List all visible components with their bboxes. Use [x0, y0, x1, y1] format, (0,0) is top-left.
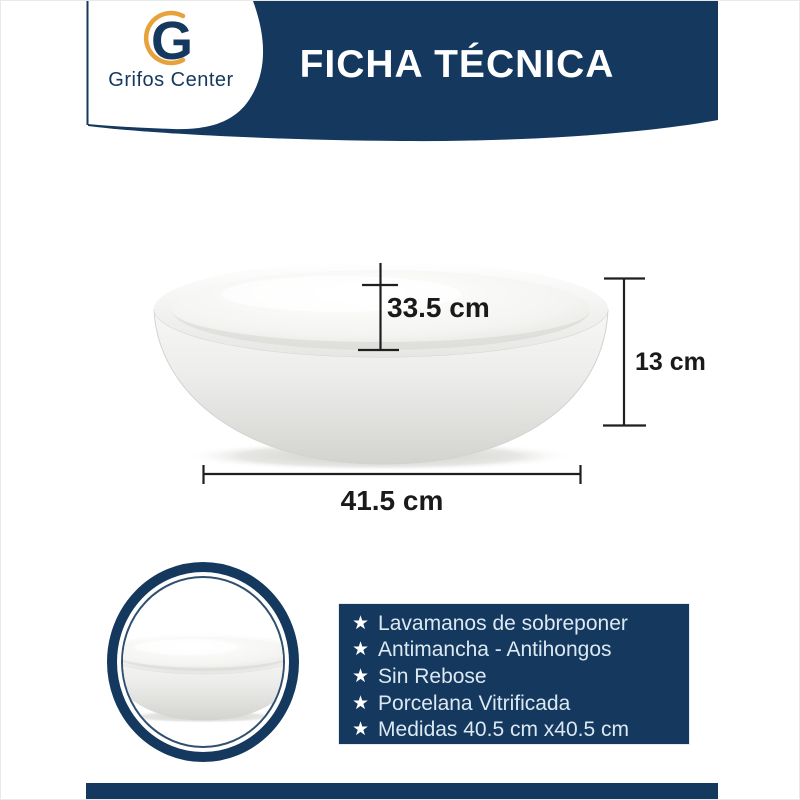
- dimension-label-inner-width: 33.5 cm: [387, 292, 490, 323]
- features-panel: [339, 604, 689, 744]
- footer-band: [86, 783, 718, 800]
- star-icon: ★: [352, 692, 370, 714]
- feature-text: Porcelana Vitrificada: [378, 691, 571, 715]
- product-thumbnail: [106, 567, 301, 757]
- feature-text: Lavamanos de sobreponer: [378, 611, 628, 635]
- star-icon: ★: [352, 639, 370, 661]
- star-icon: ★: [352, 612, 370, 634]
- brand-logo-icon: [99, 7, 243, 71]
- page-title: FICHA TÉCNICA: [299, 43, 615, 86]
- brand-logo: [99, 7, 243, 92]
- feature-item: [352, 716, 683, 743]
- feature-item: [352, 690, 683, 717]
- star-icon: ★: [352, 665, 370, 687]
- dimension-label-height: 13 cm: [635, 348, 706, 376]
- feature-text: Sin Rebose: [378, 664, 487, 688]
- star-icon: ★: [352, 719, 370, 741]
- dimension-label-width: 41.5 cm: [340, 485, 444, 516]
- feature-text: Medidas 40.5 cm x40.5 cm: [378, 718, 629, 742]
- feature-item: [352, 637, 683, 664]
- feature-text: Antimancha - Antihongos: [378, 638, 612, 662]
- feature-item: [352, 663, 683, 690]
- brand-name: Grifos Center: [108, 69, 234, 91]
- svg-text:G: G: [151, 11, 194, 71]
- feature-item: [352, 610, 683, 637]
